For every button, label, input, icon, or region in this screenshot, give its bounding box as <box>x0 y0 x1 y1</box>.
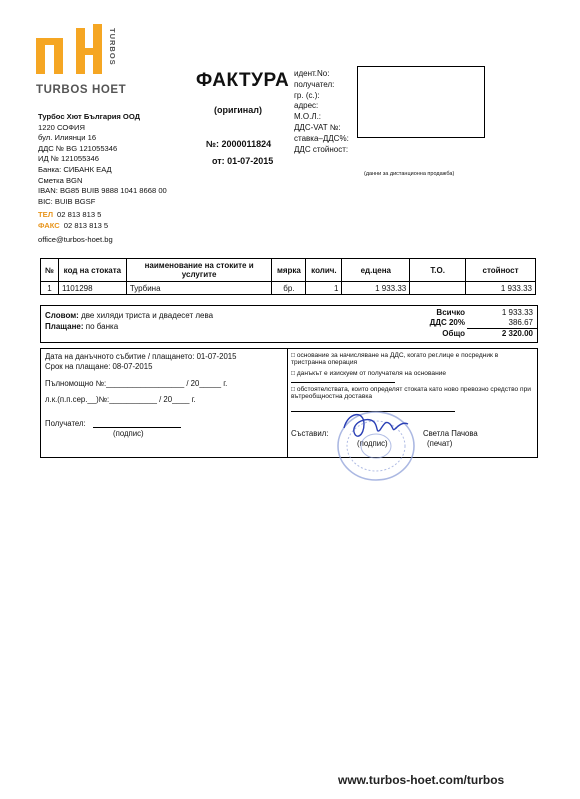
cell-name: Турбина <box>126 282 272 295</box>
recipient-label: ДДС-VAT №: <box>294 122 341 132</box>
recipient-label: идент.No: <box>294 69 330 78</box>
company-fax: ФАКС 02 813 813 5 <box>38 220 109 230</box>
payment-due: Срок на плащане: 08-07-2015 <box>45 362 153 371</box>
total-label: Общо <box>442 329 465 338</box>
option-new-vehicle: □ обстоятелствата, които определят стоката като ново превозно средство при вътреобщностна доставка <box>291 386 531 400</box>
invoice-date: от: 01-07-2015 <box>212 156 274 166</box>
cell-unit: бр. <box>272 282 306 295</box>
col-header: колич. <box>306 259 342 282</box>
company-bic: BIC: BUIB BGSF <box>38 196 96 206</box>
power-of-attorney: Пълномощно №:__________________ / 20_____ г. <box>45 379 228 388</box>
id-card: л.к.(п.п.сер.__)№:___________ / 20____ г. <box>45 395 196 404</box>
amount-in-words: Словом: две хиляди триста и двадесет лева <box>45 311 214 320</box>
company-name: Турбос Хют България ООД <box>38 112 141 121</box>
items-table <box>40 258 536 295</box>
totals-box <box>40 305 538 343</box>
option-line <box>291 382 395 383</box>
recipient-label: гр. (с.): <box>294 90 320 100</box>
invoice-copy: (оригинал) <box>214 105 262 115</box>
receiver-signature-line <box>93 427 181 428</box>
recipient-labels <box>294 69 349 155</box>
remote-sale-note: (данни за дистанционна продажба) <box>364 171 455 177</box>
tax-event-date: Дата на данъчното събитие / плащането: 01-07-2015 <box>45 352 237 361</box>
option-receiver-tax: □ данъкът е изискуем от получателя на основание <box>291 370 447 377</box>
cell-discount <box>410 282 466 295</box>
col-header: наименование на стоките и услугите <box>126 259 272 282</box>
creator-label: Съставил: <box>291 429 329 438</box>
company-tel: ТЕЛ 02 813 813 5 <box>38 210 102 220</box>
cell-qty: 1 <box>306 282 342 295</box>
recipient-redacted-box <box>357 66 485 138</box>
vat-value: 386.67 <box>508 318 533 327</box>
logo-vertical-text: TURBOS <box>108 28 117 66</box>
vat-label: ДДС 20% <box>429 318 465 327</box>
col-header: код на стоката <box>58 259 126 282</box>
invoice-title: ФАКТУРА <box>196 70 290 91</box>
footer-url[interactable]: www.turbos-hoet.com/turbos <box>338 773 505 787</box>
table-row <box>41 282 536 295</box>
receiver-label: Получател: <box>45 419 86 428</box>
col-header: Т.О. <box>410 259 466 282</box>
company-vat: ДДС № BG 121055346 <box>38 143 118 153</box>
creator-name: Светла Пачова <box>423 429 478 438</box>
recipient-label: получател: <box>294 79 335 89</box>
cell-value: 1 933.33 <box>466 282 536 295</box>
recipient-label: ДДС стойност: <box>294 144 349 154</box>
payment-method: Плащане: по банка <box>45 322 119 331</box>
company-id: ИД № 121055346 <box>38 154 99 164</box>
cell-price: 1 933.33 <box>342 282 410 295</box>
company-iban: IBAN: BG85 BUIB 9888 1041 8668 00 <box>38 186 167 196</box>
recipient-label: адрес: <box>294 101 319 111</box>
receiver-sign-caption: (подпис) <box>113 429 144 438</box>
stamp-caption: (печат) <box>427 439 453 448</box>
cell-code: 1101298 <box>58 282 126 295</box>
col-header: стойност <box>466 259 536 282</box>
col-header: № <box>41 259 59 282</box>
subtotal-value: 1 933.33 <box>501 308 533 317</box>
cell-no: 1 <box>41 282 59 295</box>
recipient-label: ставка–ДДС%: <box>294 133 349 143</box>
subtotal-label: Всичко <box>436 308 465 317</box>
recipient-label: М.О.Л.: <box>294 112 322 122</box>
company-address-1: 1220 СОФИЯ <box>38 122 85 132</box>
details-box <box>40 348 538 458</box>
company-info <box>38 112 167 245</box>
company-bank: Банка: СИБАНК ЕАД <box>38 164 112 174</box>
company-account: Сметка BGN <box>38 175 83 185</box>
creator-sign-caption: (подпис) <box>357 439 388 448</box>
company-email[interactable]: office@turbos-hoet.bg <box>38 234 113 244</box>
company-address-2: бул. Илиянци 16 <box>38 133 97 143</box>
option-tripartite: □ основание за начисляване на ДДС, когато рег.лице е посредник в тристранна операция <box>291 352 499 366</box>
items-header-row <box>41 259 536 282</box>
company-stamp <box>334 406 416 482</box>
total-value: 2 320.00 <box>501 329 533 338</box>
invoice-number: №: 2000011824 <box>206 139 272 149</box>
col-header: ед.цена <box>342 259 410 282</box>
logo-brand: TURBOS HOET <box>36 84 127 96</box>
details-divider <box>287 349 288 457</box>
col-header: мярка <box>272 259 306 282</box>
